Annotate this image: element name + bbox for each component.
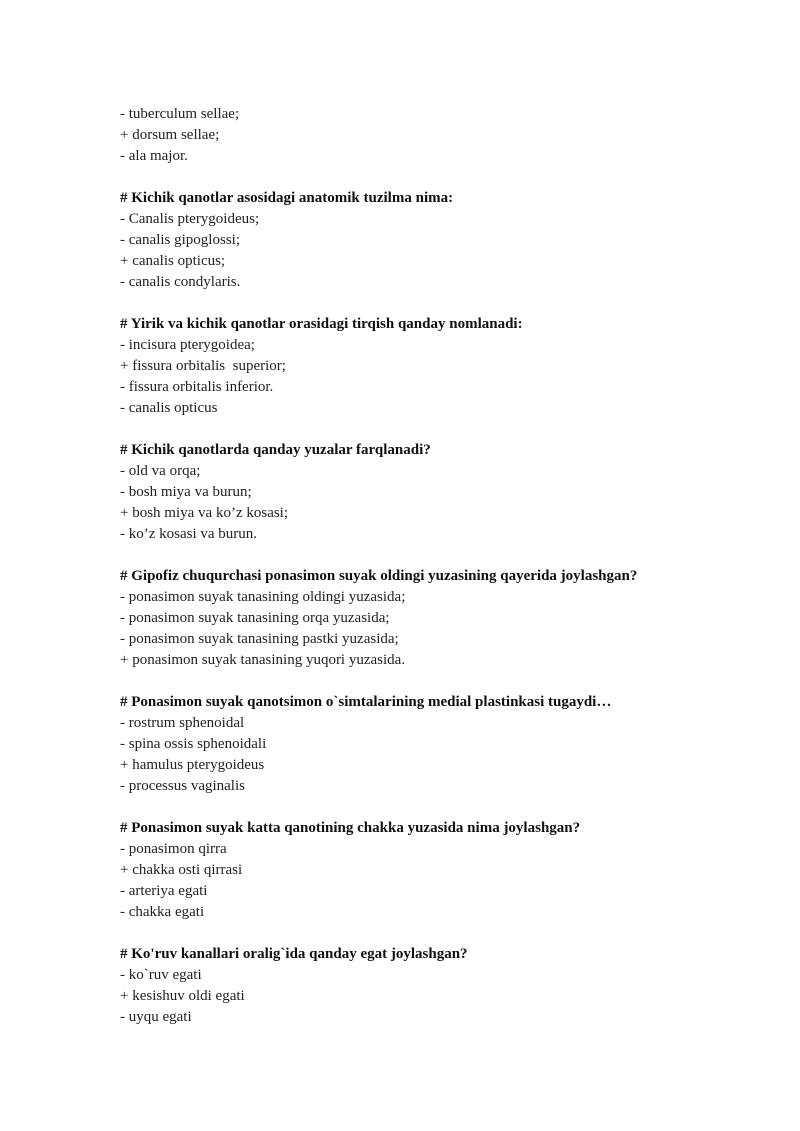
question-text: # Gipofiz chuqurchasi ponasimon suyak oldingi yuzasining qayerida joylashgan? (120, 568, 638, 584)
question-block-1 (120, 188, 740, 293)
answer-option: + bosh miya va ko’z kosasi; (120, 505, 289, 521)
answer-option: + hamulus pterygoideus (120, 757, 265, 773)
answer-option: - uyqu egati (120, 1009, 192, 1025)
answer-option: - spina ossis sphenoidali (120, 736, 267, 752)
answer-option: - canalis gipoglossi; (120, 232, 240, 248)
question-block-4 (120, 566, 740, 671)
answer-option: + kesishuv oldi egati (120, 988, 245, 1004)
answer-option: + canalis opticus; (120, 253, 226, 269)
answer-option: + fissura orbitalis superior; (120, 358, 286, 374)
answer-option: - canalis condylaris. (120, 274, 241, 290)
question-block-2 (120, 314, 740, 419)
question-block-7 (120, 944, 740, 1028)
answer-option: + ponasimon suyak tanasining yuqori yuzasida. (120, 652, 406, 668)
answer-option: - rostrum sphenoidal (120, 715, 245, 731)
question-block-3 (120, 440, 740, 545)
answer-option: - old va orqa; (120, 463, 201, 479)
answer-option: - tuberculum sellae; (120, 106, 240, 122)
answer-option: - processus vaginalis (120, 778, 245, 794)
question-block-6 (120, 818, 740, 923)
document-page (120, 104, 740, 1028)
question-text: # Yirik va kichik qanotlar orasidagi tirqish qanday nomlanadi: (120, 316, 523, 332)
answer-option: - ponasimon suyak tanasining oldingi yuzasida; (120, 589, 406, 605)
answer-option: - arteriya egati (120, 883, 208, 899)
question-text: # Ponasimon suyak qanotsimon o`simtalarining medial plastinkasi tugaydi… (120, 694, 612, 710)
question-text: # Kichik qanotlarda qanday yuzalar farqlanadi? (120, 442, 431, 458)
answer-option: - incisura pterygoidea; (120, 337, 255, 353)
question-block-0 (120, 104, 740, 167)
answer-option: - bosh miya va burun; (120, 484, 252, 500)
answer-option: - ponasimon qirra (120, 841, 227, 857)
answer-option: - canalis opticus (120, 400, 218, 416)
answer-option: - ala major. (120, 148, 188, 164)
answer-option: - chakka egati (120, 904, 205, 920)
answer-option: - Canalis pterygoideus; (120, 211, 260, 227)
question-text: # Ponasimon suyak katta qanotining chakka yuzasida nima joylashgan? (120, 820, 581, 836)
answer-option: - ponasimon suyak tanasining orqa yuzasida; (120, 610, 390, 626)
answer-option: - fissura orbitalis inferior. (120, 379, 274, 395)
answer-option: - ko’z kosasi va burun. (120, 526, 258, 542)
answer-option: - ponasimon suyak tanasining pastki yuzasida; (120, 631, 399, 647)
answer-option: + chakka osti qirrasi (120, 862, 243, 878)
question-block-5 (120, 692, 740, 797)
question-text: # Kichik qanotlar asosidagi anatomik tuzilma nima: (120, 190, 454, 206)
answer-option: + dorsum sellae; (120, 127, 220, 143)
question-text: # Ko'ruv kanallari oralig`ida qanday egat joylashgan? (120, 946, 468, 962)
answer-option: - ko`ruv egati (120, 967, 202, 983)
